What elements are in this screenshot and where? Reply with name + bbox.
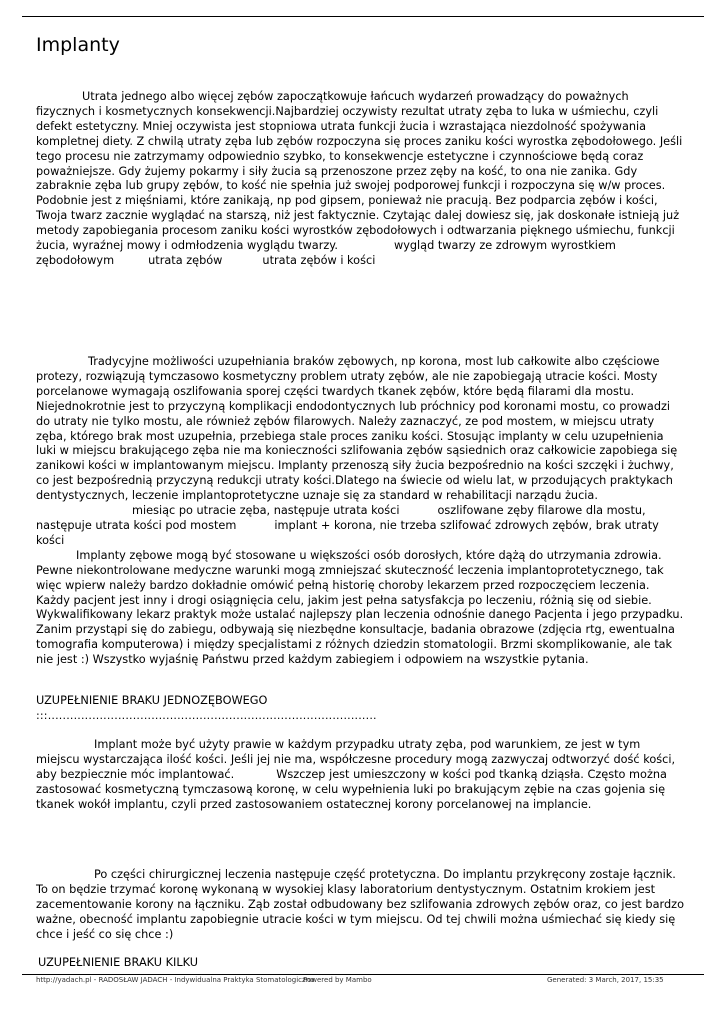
paragraph-2	[36, 355, 686, 668]
paragraph-1	[36, 90, 686, 269]
top-rule	[22, 16, 704, 17]
section-heading-single-tooth: UZUPEŁNIENIE BRAKU JEDNOZĘBOWEGO	[36, 694, 268, 707]
dotted-separator: :::.........................................................................................	[36, 709, 377, 722]
paragraph-1-text: Utrata jednego albo więcej zębów zapoczątkowuje łańcuch wydarzeń prowadzący do poważnych fizycznych i kosmetycznych konsekwencji.Najbardziej oczywisty rezultat utraty zęba to luka w uśmiechu, czyli defekt estetyczny. Mniej oczywista jest stopniowa utrata funkcji żucia i wzrastająca niezdolność spożywania kompletnej diety. Z chwilą utraty zęba lub zębów rozpoczyna się proces zaniku kości wyrostka zębodołowego. Jeśli tego procesu nie zatrzymamy odpowiednio szybko, to konsekwencje estetyczne i czynnościowe będą coraz poważniejsze. Gdy żujemy pokarmy i siły żucia są przenoszone przez zęby na kość, to ona nie zanika. Gdy zabraknie zęba lub grupy zębów, to kość nie spełnia już swojej podporowej funkcji i rozpoczyna się w/w proces. Podobnie jest z mięśniami, które zanikają, np pod gipsem, ponieważ nie pracują. Bez podparcia zębów i kości, Twoja twarz zacznie wyglądać na starszą, niż jest faktycznie. Czytając dalej dowiesz się, jak doskonałe istnieją już metody zapobiegania procesom zaniku kości wyrostków zębodołowych i odtwarzania pięknego uśmiechu, funkcji żucia, wyraźnej mowy i odmłodzenia wyglądu twarzy.	[36, 90, 683, 253]
paragraph-3-text: Implanty zębowe mogą być stosowane u większości osób dorosłych, które dążą do utrzymania zdrowia. Pewne niekontrolowane medyczne warunki mogą zmniejszać skuteczność leczenia implantoprotetycznego, tak więc wpierw należy bardzo dokładnie omówić pełną historię choroby lekarzem przed rozpoczęciem leczenia. Każdy pacjent jest inny i drogi osiągnięcia celu, jakim jest pełna satysfakcja po leczeniu, różnią się od siebie. Wykwalifikowany lekarz praktyk może ustalać najlepszy plan leczenia odnośnie danego Pacjenta i jego przypadku. Zanim przystąpi się do zabiegu, odbywają się niezbędne konsultacje, badania obrazowe (zdjęcia rtg, ewentualna tomografia komputerowa) i między specjalistami z różnych dziedzin stomatologii. Brzmi skomplikowanie, ale tak nie jest :) Wszystko wyjaśnię Państwu przed każdym zabiegiem i odpowiem na wszystkie pytania.	[36, 548, 684, 667]
footer-rule	[22, 974, 704, 975]
caption-tooth-bone-loss: utrata zębów i kości	[262, 253, 376, 267]
paragraph-2-text: Tradycyjne możliwości uzupełniania braków zębowych, np korona, most lub całkowite albo częściowe protezy, rozwiązują tymczasowo kosmetyczny problem utraty zębów, ale nie zapobiegają utracie kości. Mosty porcelanowe wymagają oszlifowania sporej części twardych tkanek zębów, które będą filarami dla mostu. Niejednokrotnie jest to przyczyną komplikacji endodontycznych lub próchnicy pod koronami mostu, co prowadzi do utraty nie tylko mostu, ale również zębów filarowych. Należy zaznaczyć, ze pod mostem, w miejscu utraty zęba, którego brak most uzupełnia, przebiega stale proces zaniku kości. Stosując implanty w celu uzupełnienia luki w miejscu brakującego zęba nie ma konieczności szlifowania zębów sąsiednich oraz całkowicie zapobiega się zanikowi kości w implantowanym miejscu. Implanty przenoszą siły żucia bezpośrednio na kości szczęki i żuchwy, co jest bezpośrednią przyczyną redukcji utraty kości.Dlatego na świecie od wielu lat, w przodujących praktykach dentystycznych, leczenie implantoprotetyczne uznaje się za standard w rehabilitacji narządu żucia.	[36, 355, 678, 503]
caption-implant-crown: implant + korona, nie trzeba szlifować zdrowych zębów, brak utraty kości	[36, 518, 659, 547]
footer-site-link[interactable]: http://yadach.pl - RADOSŁAW JADACH - Indywidualna Praktyka Stomatologiczna	[36, 976, 315, 984]
footer-generated-date: Generated: 3 March, 2017, 15:35	[547, 976, 664, 984]
footer-powered-by: Powered by Mambo	[303, 976, 372, 984]
caption-healthy-face: wygląd twarzy ze zdrowym wyrostkiem zębodołowym	[36, 239, 616, 267]
caption-bridge: oszlifowane zęby filarowe dla mostu, następuje utrata kości pod mostem	[36, 504, 646, 532]
paragraph-4-text: Implant może być użyty prawie w każdym przypadku utraty zęba, pod warunkiem, ze jest w tym miejscu wystarczająca ilość kości. Jeśli jej nie ma, współczesne procedury mogą zazwyczaj odtworzyć dość kości, aby bezpiecznie móc implantować.	[36, 738, 676, 781]
caption-month-after: miesiąc po utracie zęba, następuje utrata kości	[132, 504, 400, 518]
paragraph-5-text: Po części chirurgicznej leczenia następuje część protetyczna. Do implantu przykręcony zostaje łącznik. To on będzie trzymać koronę wykonaną w wysokiej klasy laboratorium dentystycznym. Ostatnim krokiem jest zacementowanie korony na łączniku. Ząb został odbudowany bez szlifowania zdrowych zębów oraz, co jest bardzo ważne, obecność implantu zapobiegnie utracie kości w tym miejscu. Od tej chwili można uśmiechać się kiedy się chce i jeść co się chce :)	[36, 868, 684, 941]
section-heading-multiple-teeth: UZUPEŁNIENIE BRAKU KILKU	[38, 956, 199, 969]
paragraph-5	[36, 868, 686, 943]
paragraph-4-rest: Wszczep jest umieszczony w kości pod tkanką dziąsła. Często można zastosować kosmetyczną tymczasową koronę, w celu wypełnienia luki po brakującym zębie na czas gojenia się tkanek wokół implantu, czyli przed zastosowaniem ostatecznej korony porcelanowej na implancie.	[36, 767, 667, 811]
page-title: Implanty	[36, 34, 120, 56]
paragraph-4	[36, 738, 686, 813]
caption-tooth-loss: utrata zębów	[148, 253, 223, 267]
